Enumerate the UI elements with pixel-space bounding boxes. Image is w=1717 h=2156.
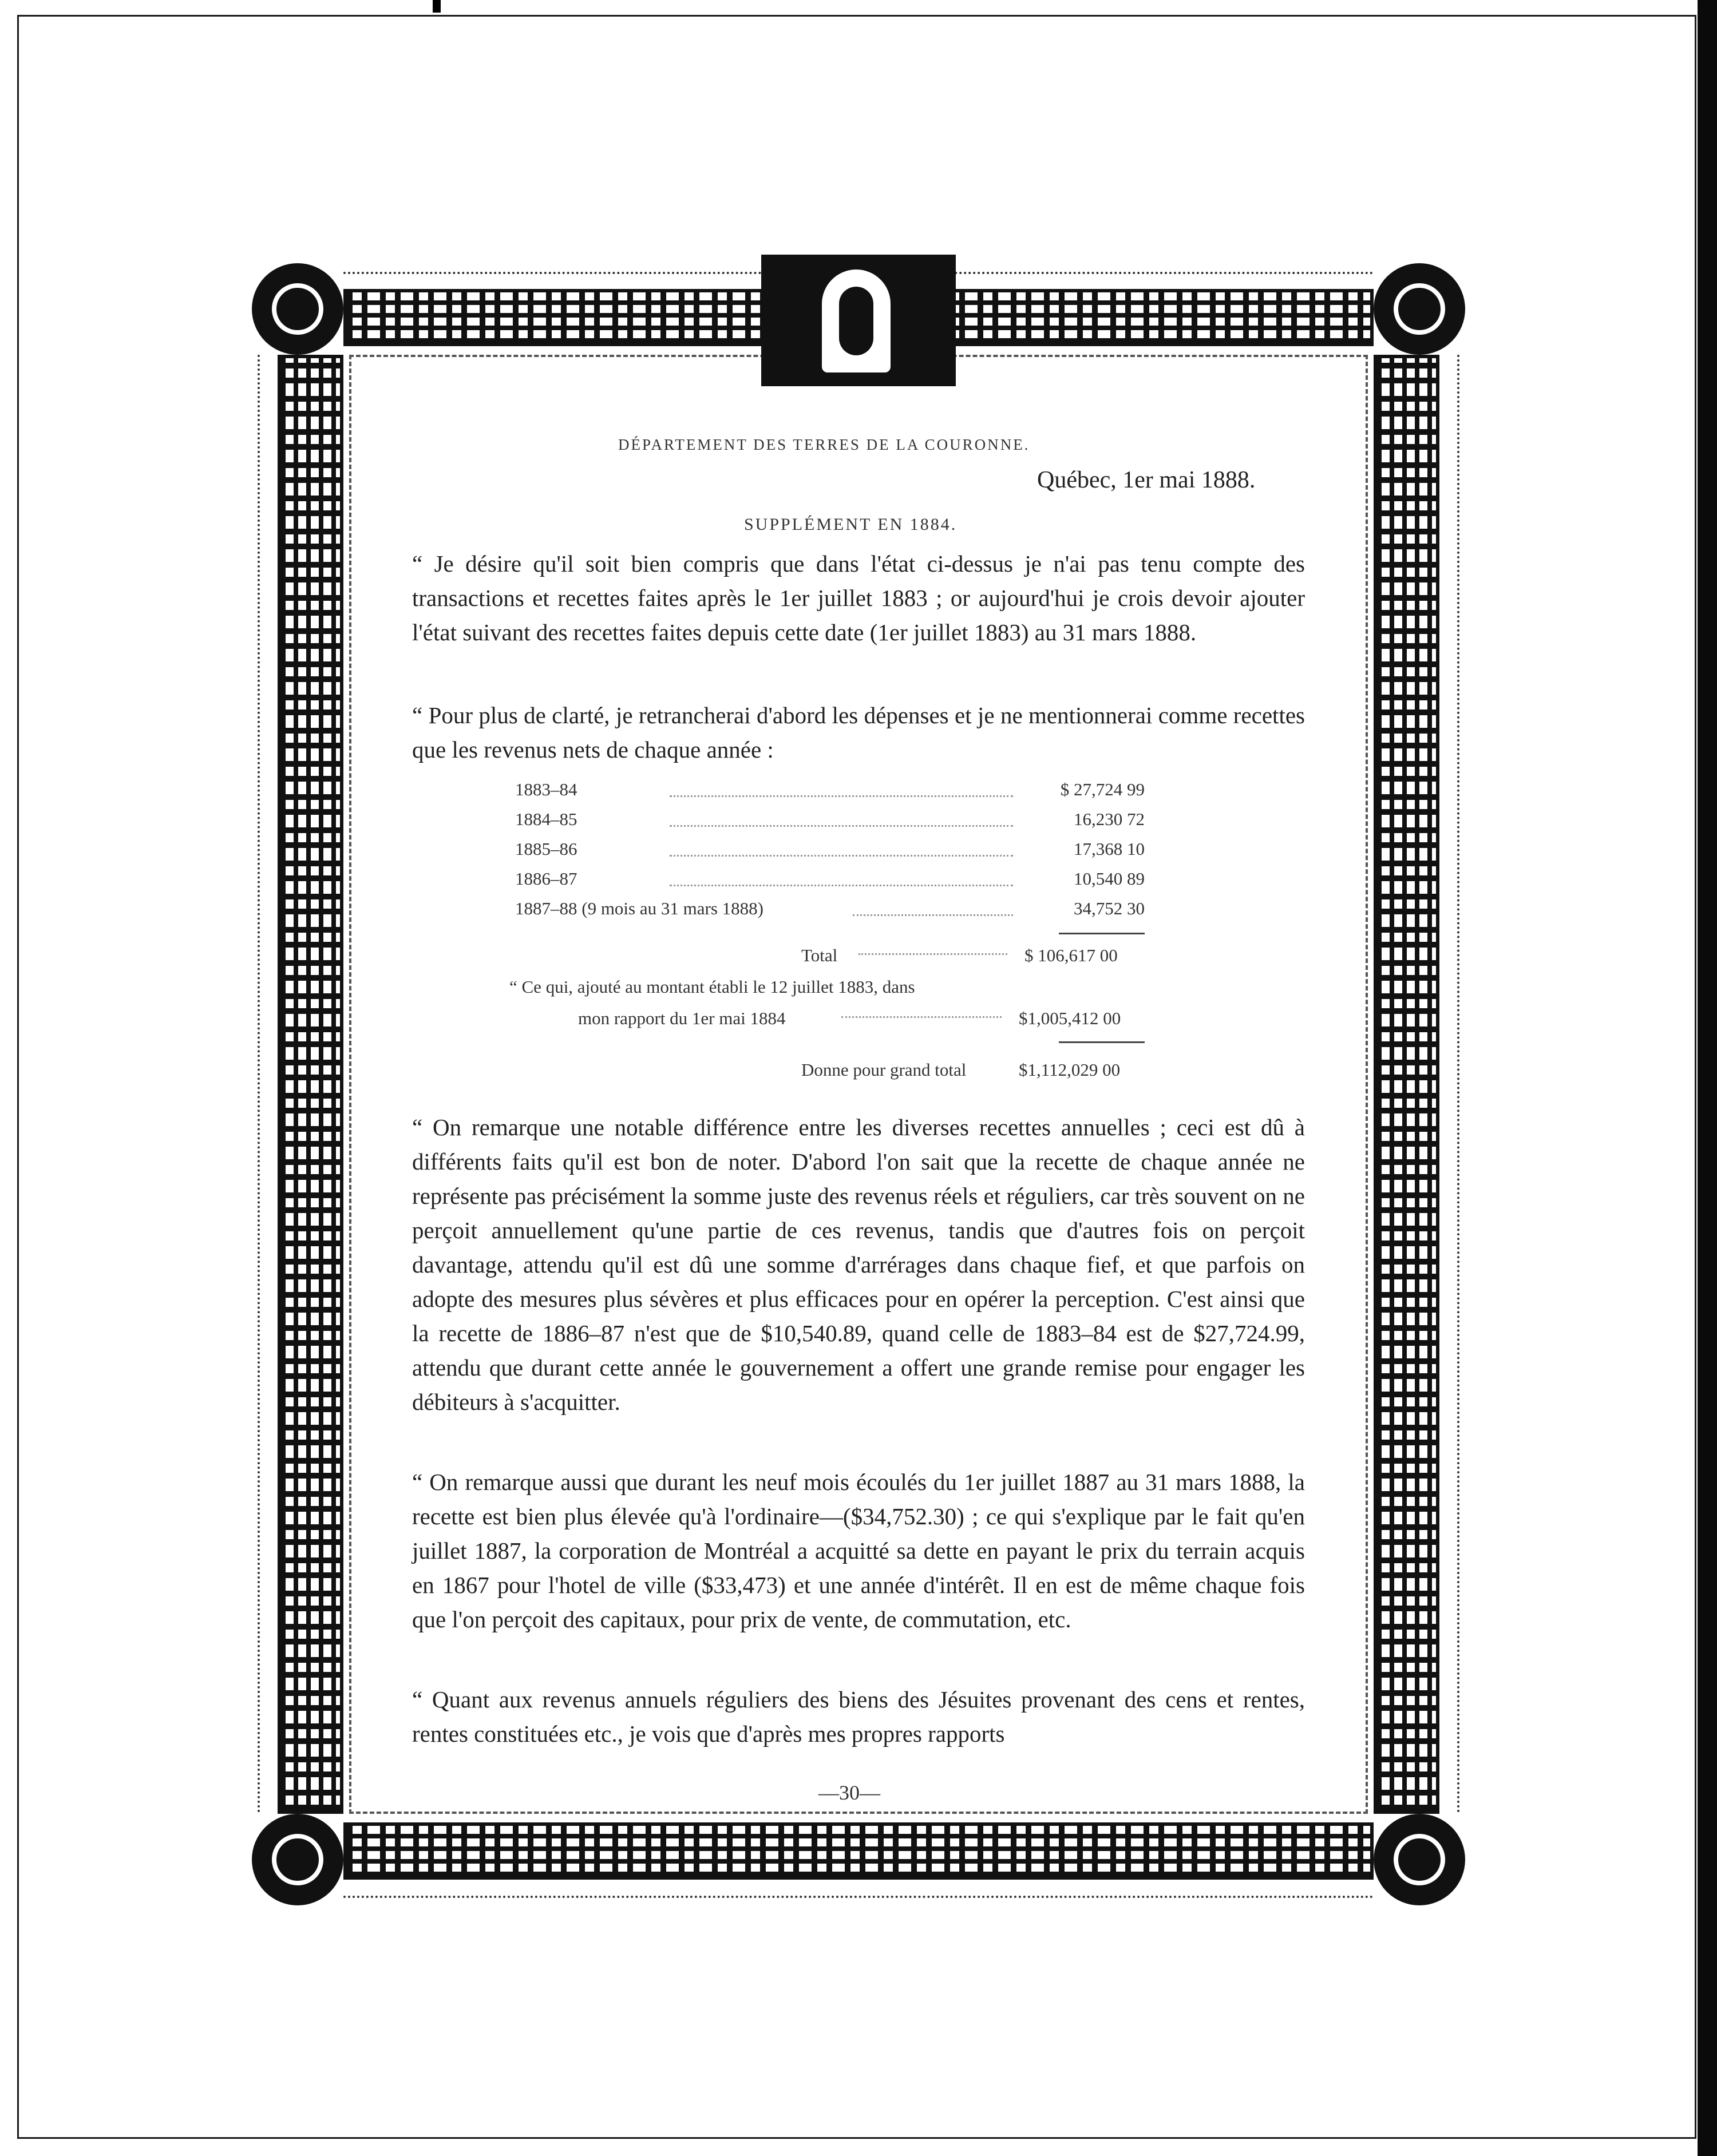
leader-dots	[670, 779, 1013, 797]
corner-medallion-icon	[252, 263, 343, 355]
leader-dots	[670, 839, 1013, 857]
ledger-year: 1884–85	[515, 809, 577, 829]
sum-rule	[1059, 933, 1145, 934]
ledger-year: 1886–87	[515, 869, 577, 889]
supplement-title: SUPPLÉMENT EN 1884.	[744, 515, 958, 534]
ledger-row	[515, 869, 1202, 896]
ledger-value: $ 27,724 99	[1060, 779, 1145, 799]
letter-date: Québec, 1er mai 1888.	[1037, 467, 1256, 493]
corner-ornament-icon	[1374, 1814, 1465, 1905]
ledger-row	[515, 898, 1202, 926]
scan-mark	[433, 0, 441, 13]
leader-dots	[670, 869, 1013, 886]
ledger-row	[515, 839, 1202, 866]
frame-band-left	[278, 355, 343, 1814]
ledger-value: 10,540 89	[1074, 869, 1145, 889]
ledger-row	[515, 779, 1202, 807]
grand-total-label: Donne pour grand total	[801, 1060, 967, 1080]
leader-dots	[853, 898, 1013, 916]
paragraph: “ Je désire qu'il soit bien compris que dans l'état ci-dessus je n'ai pas tenu compte des transactions et recettes faites après le 1er juillet 1883 ; or aujourd'hui je crois devoir ajouter l'état suivant des recettes faites depuis cette date (1er juillet 1883) au 31 mars 1888.	[412, 550, 1305, 645]
page-number: —30—	[818, 1781, 880, 1804]
ledger-value: 16,230 72	[1074, 809, 1145, 829]
ornamental-frame	[252, 255, 1465, 1914]
leader-dots	[858, 953, 1007, 955]
department-heading: DÉPARTEMENT DES TERRES DE LA COURONNE.	[618, 436, 1030, 453]
frame-dotted-rule-right	[1457, 355, 1459, 1814]
total-label: Total	[801, 945, 838, 965]
grand-total-value: $1,112,029 00	[1019, 1060, 1121, 1080]
leader-dots	[670, 809, 1013, 827]
total-value: $ 106,617 00	[1024, 945, 1118, 965]
sum-rule	[1059, 1041, 1145, 1043]
corner-ornament-icon	[252, 1814, 343, 1905]
paragraph: “ On remarque aussi que durant les neuf mois écoulés du 1er juillet 1887 au 31 mars 1888, la recette est bien plus élevée qu'à l'ordinaire—($34,752.30) ; ce qui s'explique par le fait qu'en juillet 1887, la corporation de Montréal a acquitté sa dette en payant le prix du terrain acquis en 1867 pour l'hotel de ville ($33,473) et une année d'intérêt. Il en est de même chaque fois que l'on perçoit des capitaux, pour prix de vente, de commutation, etc.	[412, 1469, 1305, 1632]
ledger-value: 34,752 30	[1074, 898, 1145, 918]
corner-medallion-icon	[1374, 263, 1465, 355]
frame-dotted-rule-left	[258, 355, 260, 1814]
ledger-year: 1883–84	[515, 779, 577, 799]
frame-dotted-rule-bottom	[343, 1896, 1374, 1898]
added-value: $1,005,412 00	[1019, 1008, 1121, 1028]
ledger-year: 1887–88 (9 mois au 31 mars 1888)	[515, 898, 763, 918]
frame-band-bottom	[343, 1822, 1374, 1880]
ledger-value: 17,368 10	[1074, 839, 1145, 859]
frame-band-right	[1374, 355, 1439, 1814]
ledger-row	[515, 809, 1202, 837]
added-text: mon rapport du 1er mai 1884	[578, 1008, 786, 1028]
paragraph: “ On remarque une notable différence entre les diverses recettes annuelles ; ceci est dû à différents faits qu'il est bon de noter. D'abord l'on sait que la recette de chaque année ne représente pas précisément la somme juste des revenus réels et réguliers, car très souvent on ne perçoit annuellement qu'une partie de ces revenus, tandis que d'autres fois on perçoit davantage, attendu qu'il est dû une somme d'arrérages dans chaque fief, et que parfois on adopte des mesures plus sévères et plus efficaces pour en opérer la perception. C'est ainsi que la recette de 1886–87 n'est que de $10,540.89, quand celle de 1883–84 est de $27,724.99, attendu que durant cette année le gouvernement a offert une grande remise pour engager les débiteurs à s'acquitter.	[412, 1114, 1305, 1415]
ledger-year: 1885–86	[515, 839, 577, 859]
paragraph: “ Pour plus de clarté, je retrancherai d'abord les dépenses et je ne mentionnerai comme recettes que les revenus nets de chaque année :	[412, 702, 1305, 763]
paragraph: “ Quant aux revenus annuels réguliers des biens des Jésuites provenant des cens et rentes, rentes constituées etc., je vois que d'après mes propres rapports	[412, 1686, 1305, 1747]
scan-edge	[1698, 0, 1717, 2156]
added-text: “ Ce qui, ajouté au montant établi le 12 juillet 1883, dans	[509, 977, 915, 997]
central-figure-medallion-icon	[761, 255, 956, 386]
leader-dots	[841, 1016, 1002, 1018]
